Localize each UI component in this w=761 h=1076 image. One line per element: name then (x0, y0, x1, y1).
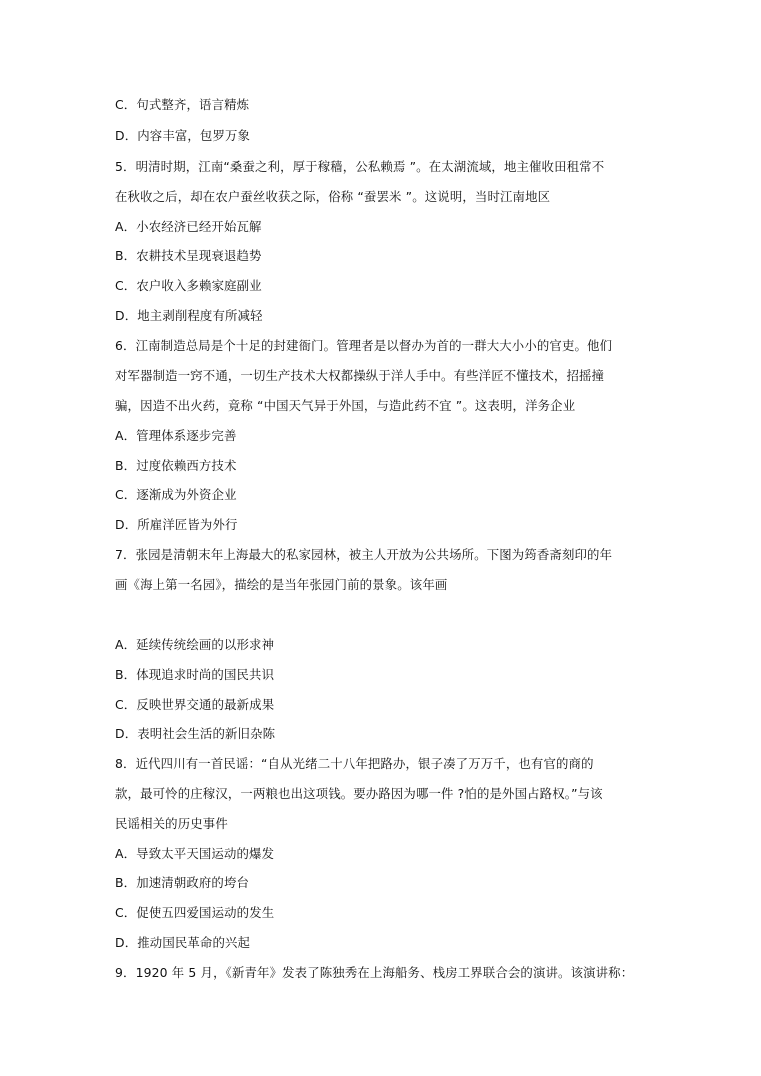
q8-option-c: C．促使五四爱国运动的发生 (115, 905, 275, 920)
q8-stem-line-2: 款，最可怜的庄稼汉，一两粮也出这项钱。要办路因为哪一件 ?怕的是外国占路权。”与该 (115, 786, 603, 801)
q7-stem-line-2: 画《海上第一名园》，描绘的是当年张园门前的景象。该年画 (115, 577, 448, 592)
q6-option-a: A．管理体系逐步完善 (115, 428, 237, 443)
q4-option-c: C．句式整齐，语言精炼 (115, 97, 250, 112)
q6-stem-line-2: 对军器制造一窍不通，一切生产技术大权都操纵于洋人手中。有些洋匠不懂技术，招摇撞 (115, 368, 605, 383)
q7-option-b: B．体现追求时尚的国民共识 (115, 667, 275, 682)
q8-option-d: D．推动国民革命的兴起 (115, 935, 251, 950)
q5-option-b: B．农耕技术呈现衰退趋势 (115, 248, 262, 263)
q5-option-d: D．地主剥削程度有所减轻 (115, 308, 263, 323)
q7-option-d: D．表明社会生活的新旧杂陈 (115, 726, 276, 741)
q5-stem-line-2: 在秋收之后，却在农户蚕丝收获之际，俗称 “蚕罢米 ”。这说明，当时江南地区 (115, 189, 551, 204)
q7-stem-line-1: 7．张园是清朝末年上海最大的私家园林，被主人开放为公共场所。下图为筠香斋刻印的年 (115, 547, 613, 562)
q9-stem-line-1: 9．1920 年 5 月，《新青年》发表了陈独秀在上海船务、栈房工界联合会的演讲。该演讲称： (115, 965, 634, 980)
q6-option-b: B．过度依赖西方技术 (115, 458, 237, 473)
q8-stem-line-1: 8．近代四川有一首民谣：“自从光绪二十八年把路办，银子凑了万万千，也有官的商的 (115, 756, 594, 771)
q8-stem-line-3: 民谣相关的历史事件 (115, 816, 228, 831)
q4-option-d: D．内容丰富，包罗万象 (115, 128, 251, 143)
q6-stem-line-1: 6．江南制造总局是个十足的封建衙门。管理者是以督办为首的一群大大小小的官吏。他们 (115, 338, 613, 353)
q5-option-a: A．小农经济已经开始瓦解 (115, 219, 262, 234)
q7-option-c: C．反映世界交通的最新成果 (115, 697, 275, 712)
q8-option-b: B．加速清朝政府的垮台 (115, 875, 250, 890)
q6-option-d: D．所雇洋匠皆为外行 (115, 517, 238, 532)
q5-option-c: C．农户收入多赖家庭副业 (115, 278, 262, 293)
q8-option-a: A．导致太平天国运动的爆发 (115, 846, 275, 861)
q5-stem-line-1: 5．明清时期，江南“桑蚕之利，厚于稼穑，公私赖焉 ”。在太湖流域，地主催收田租常不 (115, 159, 605, 174)
q6-option-c: C．逐渐成为外资企业 (115, 487, 237, 502)
q6-stem-line-3: 骗，因造不出火药，竟称 “中国天气异于外国，与造此药不宜 ”。这表明，洋务企业 (115, 398, 576, 413)
q7-option-a: A．延续传统绘画的以形求神 (115, 637, 275, 652)
